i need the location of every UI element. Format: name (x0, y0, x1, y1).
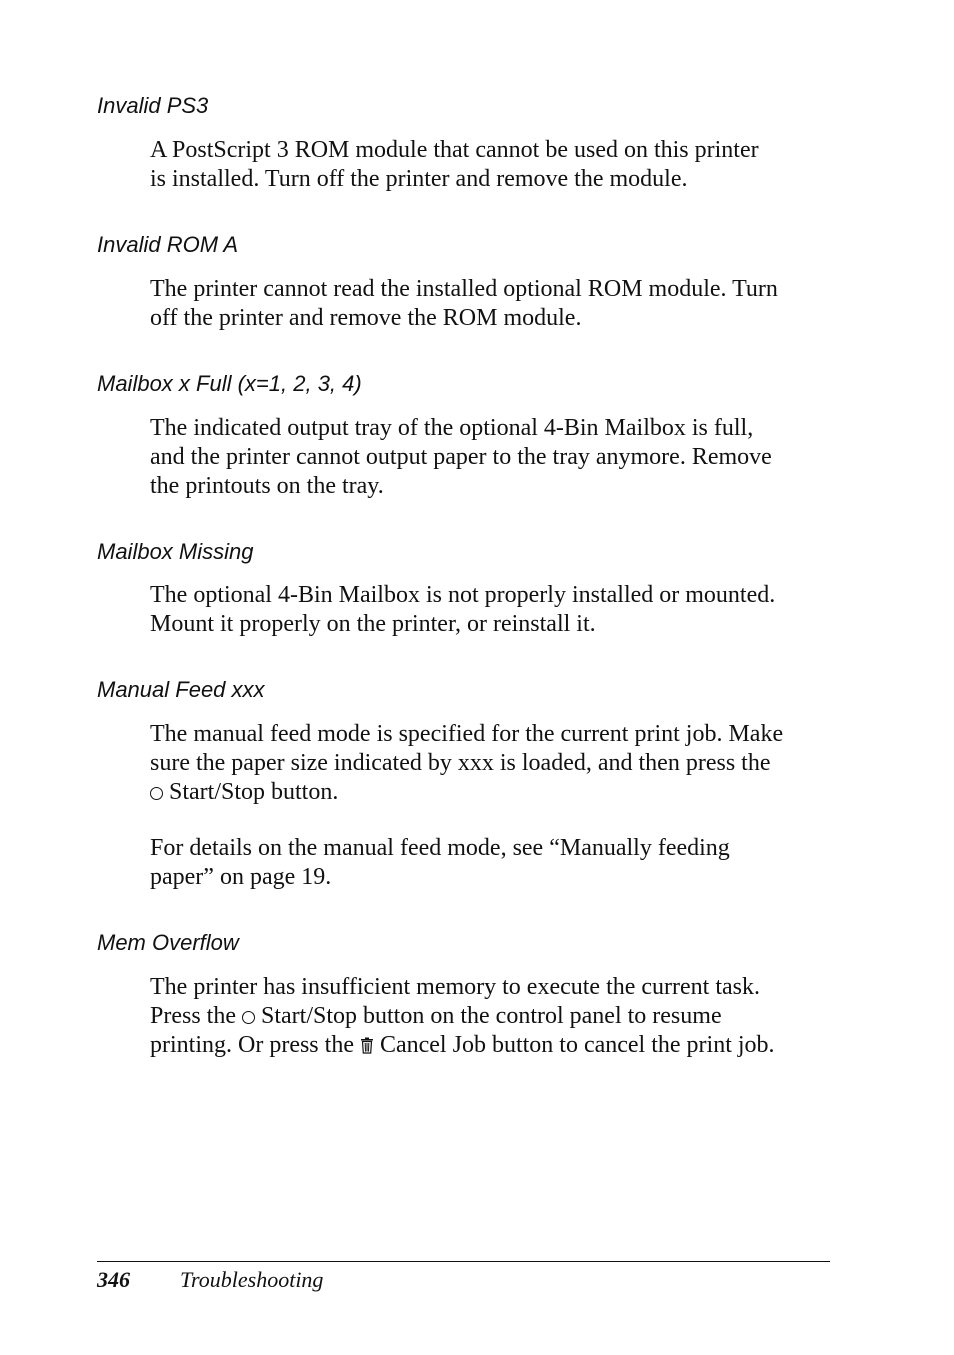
section-body-mem-overflow (150, 973, 850, 1060)
body-line: paper” on page 19. (150, 864, 332, 890)
section-body-manual-feed-details (150, 834, 850, 892)
section-heading-manual-feed: Manual Feed xxx (97, 677, 265, 702)
body-line: Mount it properly on the printer, or reinstall it. (150, 611, 596, 637)
footer-section-title: Troubleshooting (180, 1267, 324, 1292)
section-heading-mem-overflow: Mem Overflow (97, 930, 239, 955)
body-line-with-icon (150, 778, 850, 807)
start-stop-circle-icon (242, 1011, 255, 1024)
footer-divider (97, 1261, 830, 1262)
body-line: and the printer cannot output paper to the tray anymore. Remove (150, 444, 772, 470)
body-line: The manual feed mode is specified for the current print job. Make (150, 721, 784, 747)
start-stop-circle-icon (150, 787, 163, 800)
body-line: sure the paper size indicated by xxx is loaded, and then press the (150, 750, 771, 776)
body-line: the printouts on the tray. (150, 473, 384, 499)
body-line: The optional 4-Bin Mailbox is not properly installed or mounted. (150, 582, 776, 608)
body-line: is installed. Turn off the printer and remove the module. (150, 166, 688, 192)
body-text: Cancel Job button to cancel the print job. (379, 1032, 775, 1058)
body-text: Start/Stop button on the control panel to resume (261, 1003, 722, 1029)
section-body-invalid-ps3 (150, 136, 850, 194)
body-text: Start/Stop button. (169, 779, 339, 805)
footer-page-number: 346 (97, 1267, 130, 1292)
section-body-manual-feed (150, 720, 850, 807)
section-heading-invalid-rom-a: Invalid ROM A (97, 232, 239, 257)
body-line: off the printer and remove the ROM module. (150, 305, 582, 331)
body-line: The indicated output tray of the optional 4-Bin Mailbox is full, (150, 415, 754, 441)
body-line: For details on the manual feed mode, see “Manually feeding (150, 835, 730, 861)
body-line: The printer has insufficient memory to execute the current task. (150, 974, 761, 1000)
body-line: The printer cannot read the installed optional ROM module. Turn (150, 276, 778, 302)
body-line: A PostScript 3 ROM module that cannot be used on this printer (150, 137, 759, 163)
trash-icon (360, 1037, 374, 1054)
body-line-with-icon (150, 1002, 850, 1031)
section-body-mailbox-missing (150, 581, 850, 639)
section-heading-mailbox-full: Mailbox x Full (x=1, 2, 3, 4) (97, 371, 362, 396)
section-body-mailbox-full (150, 414, 850, 501)
body-line-with-icon (150, 1031, 850, 1060)
body-text: Press the (150, 1003, 236, 1029)
section-body-invalid-rom-a (150, 275, 850, 333)
body-text: printing. Or press the (150, 1032, 354, 1058)
section-heading-invalid-ps3: Invalid PS3 (97, 93, 209, 118)
section-heading-mailbox-missing: Mailbox Missing (97, 539, 254, 564)
